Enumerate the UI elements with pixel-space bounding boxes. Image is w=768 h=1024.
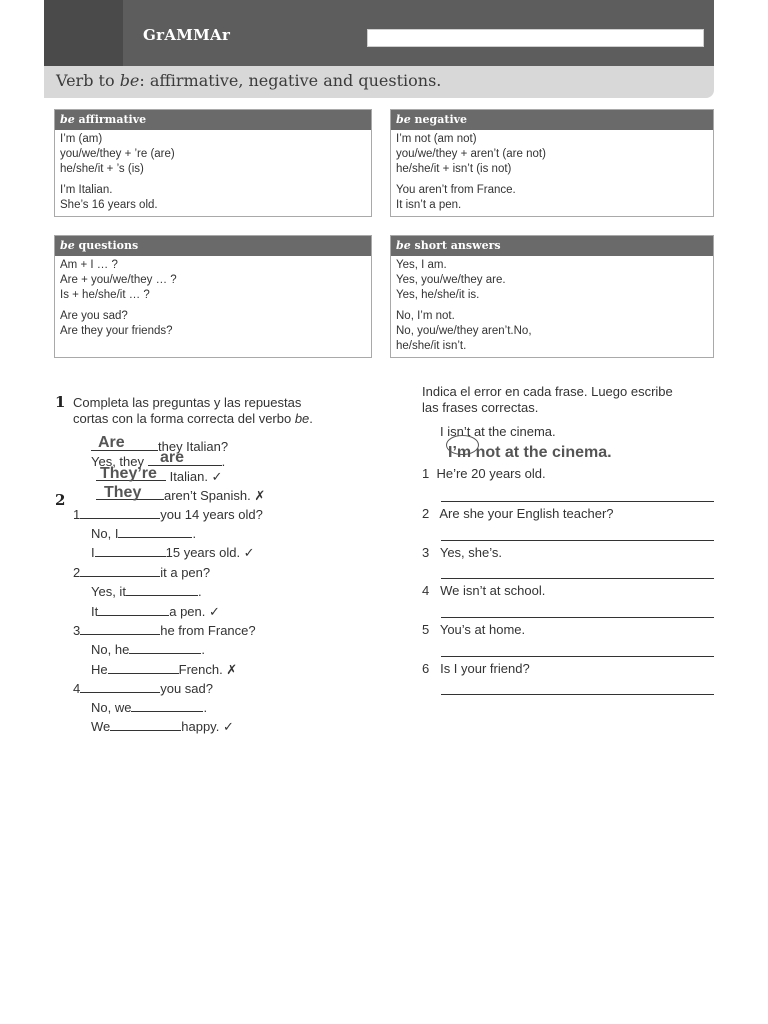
box-body: [391, 256, 713, 356]
rule-line: he/she/it + isn’t (is not): [396, 163, 512, 175]
rule-line: you/we/they + ’re (are): [60, 148, 175, 160]
rule-line: Yes, I am.: [396, 259, 447, 271]
answer-line[interactable]: [441, 694, 714, 695]
sentence-row: 5 You’s at home.: [422, 622, 526, 637]
page-title: Verb to be: affirmative, negative and questions.: [56, 71, 442, 90]
box-questions: [54, 235, 372, 358]
example-line: No, you/we/they aren’t.No,: [396, 325, 532, 337]
answer-row: No, he .: [91, 642, 205, 657]
handwritten-answer: Are: [98, 434, 125, 451]
box-header: be questions: [55, 236, 371, 256]
rule-line: he/she/it + ’s (is): [60, 163, 144, 175]
box-header: be negative: [391, 110, 713, 130]
box-affirmative: [54, 109, 372, 217]
example-line: I’m Italian.: [60, 184, 113, 196]
example-line: She’s 16 years old.: [60, 199, 158, 211]
rule-line: Yes, you/we/they are.: [396, 274, 506, 286]
sentence-row: 4 We isn’t at school.: [422, 583, 546, 598]
answer-line[interactable]: [441, 501, 714, 502]
example-question: they Italian?: [91, 438, 228, 454]
exercise-instructions: Indica el error en cada frase. Luego escribe las frases correctas.: [422, 384, 673, 415]
sentence-row: 6 Is I your friend?: [422, 661, 530, 676]
rule-line: Is + he/she/it … ?: [60, 289, 150, 301]
header-name-field[interactable]: [367, 29, 704, 47]
answer-blank[interactable]: [126, 583, 198, 596]
answer-line[interactable]: [441, 540, 714, 541]
header-tab: [44, 0, 123, 66]
question-row: 2 it a pen?: [73, 565, 211, 580]
answer-blank[interactable]: [98, 603, 169, 616]
answer-blank[interactable]: [80, 622, 160, 635]
exercise-instructions: Completa las preguntas y las repuestas cortas con la forma correcta del verbo be.: [73, 395, 313, 426]
example-sentence: I isn’t at the cinema.: [440, 424, 556, 439]
example-negative: aren’t Spanish. ✗: [96, 487, 265, 504]
answer-row: I 15 years old. ✓: [91, 545, 255, 560]
handwritten-answer: I’m not at the cinema.: [448, 444, 612, 461]
rule-line: you/we/they + aren’t (are not): [396, 148, 546, 160]
answer-blank[interactable]: [131, 699, 203, 712]
answer-blank[interactable]: [118, 525, 192, 538]
answer-row: No, we .: [91, 700, 208, 715]
question-row: 1 you 14 years old?: [73, 507, 263, 522]
box-header: be short answers: [391, 236, 713, 256]
box-negative: [390, 109, 714, 217]
sentence-row: 3 Yes, she’s.: [422, 545, 502, 560]
answer-row: No, I .: [91, 526, 197, 541]
example-line: No, I’m not.: [396, 310, 455, 322]
answer-blank: [148, 453, 222, 466]
example-line: It isn’t a pen.: [396, 199, 462, 211]
answer-line[interactable]: [441, 578, 714, 579]
answer-line[interactable]: [441, 656, 714, 657]
exercise-number: 1: [55, 393, 66, 411]
rule-line: Are + you/we/they … ?: [60, 274, 177, 286]
answer-blank[interactable]: [80, 680, 160, 693]
example-line: You aren’t from France.: [396, 184, 516, 196]
answer-row: He French. ✗: [91, 662, 238, 677]
rule-line: Yes, he/she/it is.: [396, 289, 480, 301]
sentence-row: 1 He’re 20 years old.: [422, 466, 546, 481]
sentence-row: 2 Are she your English teacher?: [422, 506, 614, 521]
example-affirmative: Italian. ✓: [96, 468, 222, 485]
box-header: be affirmative: [55, 110, 371, 130]
exercise-number: 2: [55, 491, 66, 509]
example-line: he/she/it isn’t.: [396, 340, 467, 352]
answer-row: Yes, it .: [91, 584, 202, 599]
example-line: Are they your friends?: [60, 325, 173, 337]
rule-line: I’m (am): [60, 133, 103, 145]
answer-blank[interactable]: [129, 641, 201, 654]
box-body: [391, 130, 713, 215]
handwritten-answer: They: [104, 484, 142, 501]
box-short-answers: [390, 235, 714, 358]
handwritten-answer: They’re: [100, 465, 157, 482]
answer-blank[interactable]: [108, 661, 179, 674]
answer-line[interactable]: [441, 617, 714, 618]
section-label: GrAMMAr: [143, 26, 231, 44]
question-row: 3 he from France?: [73, 623, 256, 638]
rule-line: Am + I … ?: [60, 259, 118, 271]
answer-blank[interactable]: [80, 506, 160, 519]
question-row: 4 you sad?: [73, 681, 213, 696]
example-answer: Yes, they .: [91, 454, 226, 469]
handwritten-answer: are: [160, 449, 185, 466]
answer-blank[interactable]: [95, 544, 166, 557]
answer-blank[interactable]: [80, 564, 160, 577]
box-body: [55, 130, 371, 215]
rule-line: I’m not (am not): [396, 133, 477, 145]
answer-row: It a pen. ✓: [91, 604, 220, 619]
box-body: [55, 256, 371, 341]
example-line: Are you sad?: [60, 310, 128, 322]
answer-row: We happy. ✓: [91, 719, 234, 734]
answer-blank[interactable]: [110, 718, 181, 731]
